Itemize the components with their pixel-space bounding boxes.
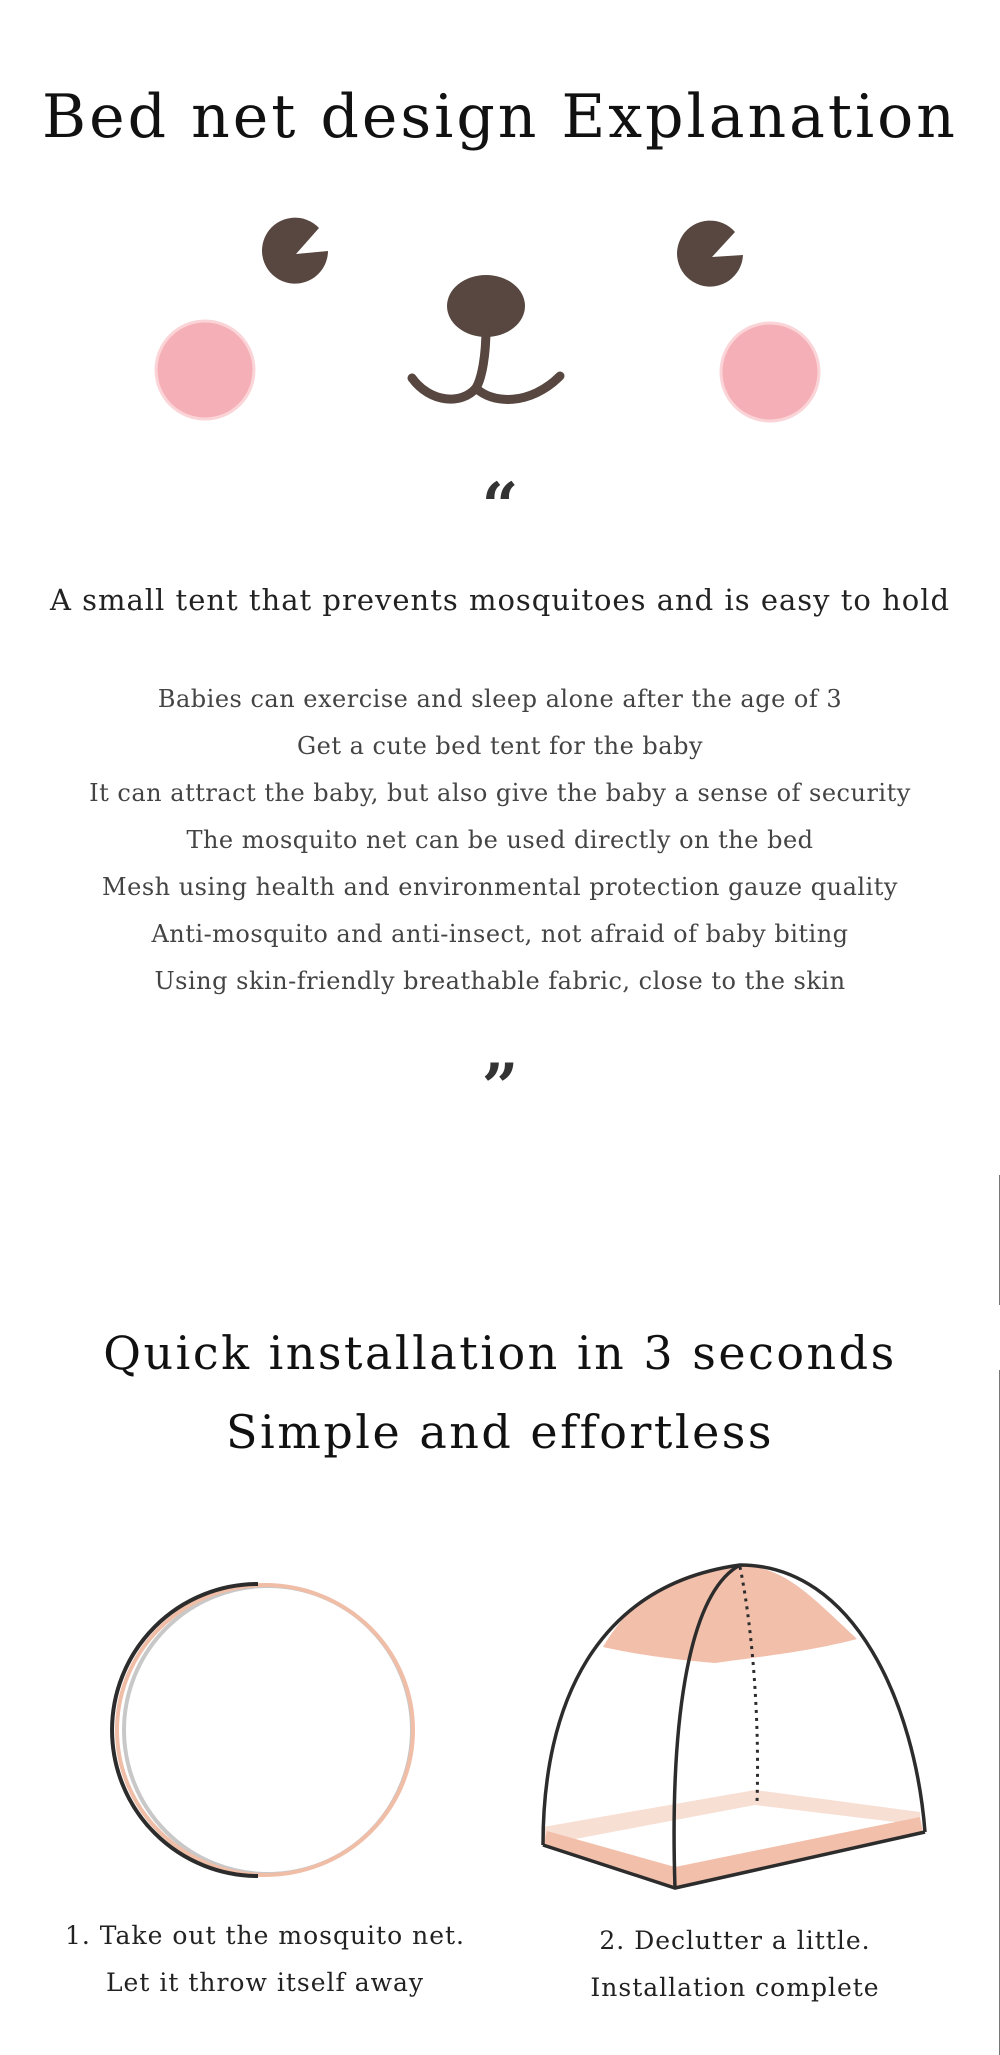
folded-net-ring-illustration xyxy=(100,1570,420,1890)
description-lines xyxy=(0,676,1000,1005)
step-2-line: 2. Declutter a little. xyxy=(599,1926,871,1955)
section-title-effortless: Simple and effortless xyxy=(225,1405,775,1459)
open-quote-mark: “ xyxy=(481,469,519,544)
right-cheek xyxy=(721,323,819,421)
description-line: Using skin-friendly breathable fabric, close to the skin xyxy=(154,967,846,995)
tent-illustration xyxy=(535,1555,935,1895)
bear-face-illustration xyxy=(0,210,1000,440)
step-1-line: Let it throw itself away xyxy=(105,1968,425,1997)
description-line: Babies can exercise and sleep alone after the age of 3 xyxy=(157,685,843,713)
section-title-design: Bed net design Explanation xyxy=(42,82,958,152)
step-2-line: Installation complete xyxy=(590,1973,880,2002)
description-line: Mesh using health and environmental protection gauze quality xyxy=(102,873,898,901)
step-1-line: 1. Take out the mosquito net. xyxy=(65,1921,465,1950)
right-eye-icon xyxy=(677,221,743,287)
description-line: Anti-mosquito and anti-insect, not afraid of baby biting xyxy=(151,920,849,948)
left-cheek xyxy=(156,321,254,419)
section-title-installation: Quick installation in 3 seconds xyxy=(103,1326,897,1380)
description-line: It can attract the baby, but also give the baby a sense of security xyxy=(89,779,911,807)
step-2-caption xyxy=(515,1917,955,2011)
description-line: Get a cute bed tent for the baby xyxy=(296,732,704,760)
left-eye-icon xyxy=(262,218,328,284)
step-1-caption xyxy=(45,1912,485,2006)
close-quote-mark: ” xyxy=(481,1050,519,1125)
section-subtitle: A small tent that prevents mosquitoes and is easy to hold xyxy=(49,583,951,617)
description-line: The mosquito net can be used directly on the bed xyxy=(186,826,814,854)
